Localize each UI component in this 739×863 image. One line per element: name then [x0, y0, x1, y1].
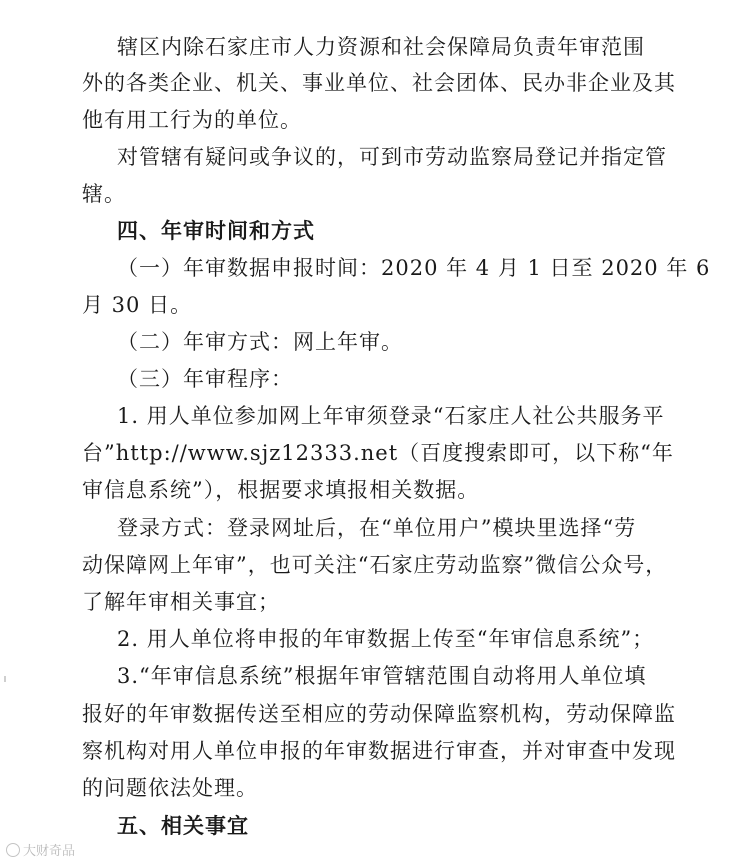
text-line: 辖区内除石家庄市人力资源和社会保障局负责年审范围 — [117, 35, 645, 59]
text-line: 对管辖有疑问或争议的，可到市劳动监察局登记并指定管 — [117, 145, 667, 169]
watermark — [6, 840, 75, 859]
text-line: 他有用工行为的单位。 — [82, 108, 302, 132]
text-line: 动保障网上年审”，也可关注“石家庄劳动监察”微信公众号， — [82, 553, 668, 577]
text-line: 了解年审相关事宜； — [82, 590, 280, 614]
text-line: （二）年审方式：网上年审。 — [117, 330, 403, 354]
watermark-logo-icon — [6, 843, 20, 857]
text-line: 辖。 — [82, 182, 126, 206]
text-line: 3.“年审信息系统”根据年审管辖范围自动将用人单位填 — [117, 664, 647, 688]
section-heading-4: 四、年审时间和方式 — [117, 219, 315, 243]
text-line: 台”http://www.sjz12333.net（百度搜索即可，以下称“年 — [82, 441, 674, 465]
text-line: 登录方式：登录网址后，在“单位用户”模块里选择“劳 — [117, 516, 637, 540]
text-line: 月 30 日。 — [82, 293, 193, 317]
text-line: 的问题依法处理。 — [82, 776, 258, 800]
watermark-text: 大财奇品 — [23, 844, 76, 859]
section-heading-5: 五、相关事宜 — [117, 814, 249, 838]
text-line: 外的各类企业、机关、事业单位、社会团体、民办非企业及其 — [82, 71, 676, 95]
text-line: 审信息系统”），根据要求填报相关数据。 — [82, 478, 480, 502]
text-line: 2. 用人单位将申报的年审数据上传至“年审信息系统”； — [117, 627, 655, 651]
text-line: 1. 用人单位参加网上年审须登录“石家庄人社公共服务平 — [117, 404, 665, 428]
scan-edge-mark — [4, 676, 6, 682]
text-line: 报好的年审数据传送至相应的劳动保障监察机构，劳动保障监 — [82, 702, 676, 726]
text-line: （一）年审数据申报时间：2020 年 4 月 1 日至 2020 年 6 — [117, 256, 711, 280]
text-line: （三）年审程序： — [117, 367, 293, 391]
text-line: 察机构对用人单位申报的年审数据进行审查，并对审查中发现 — [82, 739, 676, 763]
